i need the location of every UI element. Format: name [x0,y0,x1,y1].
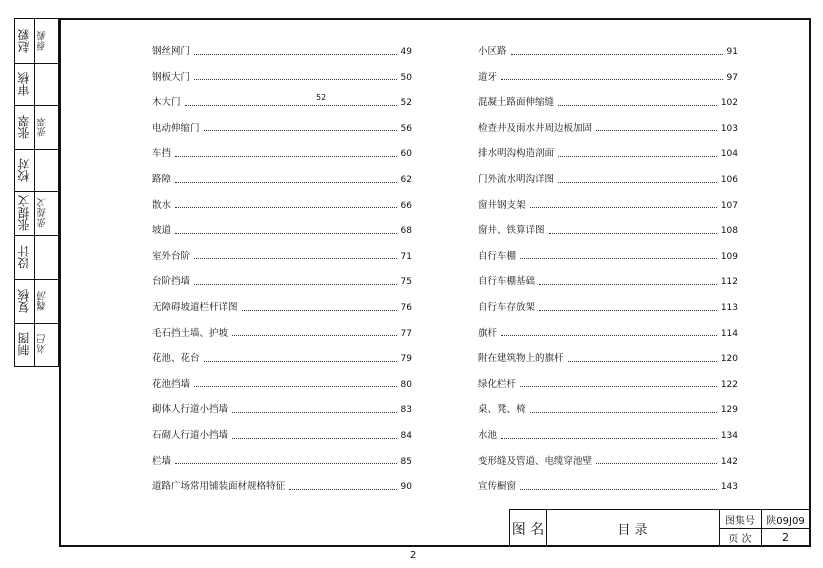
toc-leader-dots [194,284,397,285]
toc-entry [478,172,738,188]
toc-entry-title: 石砌人行道小挡墙 [152,430,229,441]
toc-entry [478,249,738,265]
toc-entry-title: 无障碍坡道栏杆详图 [152,302,238,313]
toc-entry-page: 109 [720,251,738,262]
toc-entry-title: 检查井及雨水井周边板加固 [478,122,593,134]
toc-entry-page: 129 [720,405,738,416]
toc-entry-title: 道牙 [478,71,498,83]
toc-entry [152,121,412,137]
toc-leader-dots [289,489,397,490]
toc-entry-title: 室外台阶 [152,250,191,262]
toc-entry-title: 车挡 [152,148,172,160]
toc-leader-dots [194,79,397,80]
toc-leader-dots [232,438,397,439]
toc-entry-page: 83 [400,405,412,416]
tb-atlas-label: 图集号 [725,515,755,527]
toc-entry [152,95,412,111]
toc-entry-page: 104 [720,149,738,160]
toc-entry-page: 90 [400,482,412,493]
toc-leader-dots [185,105,397,106]
toc-entry-page: 84 [400,431,412,441]
toc-entry-title: 附在建筑物上的旗杆 [478,353,564,365]
toc-entry [478,428,738,444]
strip-role-label: 复核 [17,289,31,313]
toc-entry [152,146,412,162]
strip-row-line [15,279,58,280]
toc-entry-title: 路障 [152,174,172,185]
strip-signature: 魏清 [38,291,49,311]
toc-entry [478,121,738,137]
toc-entry-page: 114 [720,328,738,339]
tb-name-label: 图 名 [511,521,545,538]
toc-entry [478,300,738,316]
stray-mark: 52 [316,93,327,102]
toc-entry [152,300,412,316]
toc-entry-title: 钢板大门 [152,71,191,83]
toc-entry-title: 变形缝及管道、电缆穿池壁 [478,455,593,467]
strip-role-label: 校对 [17,158,31,182]
toc-entry [152,172,412,188]
toc-entry-title: 门外流水明沟详图 [478,174,555,185]
toc-leader-dots [558,156,717,157]
footer-page-number: 2 [410,550,417,561]
toc-leader-dots [530,412,717,413]
toc-entry [152,428,412,444]
strip-row-line [15,149,58,150]
strip-signature [36,238,54,276]
toc-entry [478,402,738,418]
toc-entry-page: 103 [720,123,738,134]
toc-entry [478,351,738,367]
toc-entry-title: 花池、花台 [152,353,200,365]
toc-leader-dots [530,207,717,208]
toc-entry-title: 宣传橱窗 [478,481,517,493]
toc-entry-page: 71 [400,251,412,262]
toc-entry-page: 80 [400,379,412,390]
toc-entry-page: 120 [720,354,738,365]
toc-leader-dots [242,310,397,311]
toc-entry-page: 142 [720,456,738,467]
tb-page-label: 页 次 [728,534,752,545]
strip-signature: 张翠 [38,117,49,137]
toc-entry [478,454,738,470]
toc-leader-dots [501,438,717,439]
toc-leader-dots [175,233,397,234]
toc-leader-dots [501,79,723,80]
toc-leader-dots [204,361,397,362]
toc-entry [478,377,738,393]
toc-leader-dots [175,156,397,157]
strip-role-label: 张翠 [17,115,31,139]
toc-entry-title: 桌、凳、椅 [478,404,526,416]
toc-entry-title: 水池 [478,430,498,441]
toc-entry-page: 97 [726,72,738,83]
toc-entry [478,223,738,239]
strip-row-line [15,323,58,324]
strip-role-label: 制图 [17,332,31,356]
toc-entry-title: 花池挡墙 [152,378,191,390]
strip-row-line [15,105,58,106]
toc-entry-title: 窗井钢支架 [478,199,526,211]
signoff-strip [14,18,59,367]
toc-entry-page: 75 [400,277,412,288]
strip-signature [36,66,54,102]
toc-entry-title: 栏墙 [152,455,172,467]
toc-leader-dots [511,54,723,55]
toc-entry-title: 绿化栏杆 [478,378,517,390]
strip-row-line [15,63,58,64]
strip-signature: 张提文 [38,198,49,228]
strip-signature: 刘巳 [38,334,49,354]
toc-leader-dots [175,207,397,208]
toc-entry-title: 毛石挡土墙、护坡 [152,327,229,339]
toc-entry-page: 91 [726,47,738,57]
toc-leader-dots [194,258,397,259]
strip-signature [36,152,54,188]
toc-entry [478,95,738,111]
toc-leader-dots [596,463,717,464]
toc-entry-page: 85 [400,456,412,467]
toc-leader-dots [568,361,717,362]
toc-leader-dots [194,386,397,387]
toc-entry [152,44,412,60]
strip-row-line [15,191,58,192]
strip-role-label: 张提文 [17,195,31,231]
toc-entry-page: 113 [720,303,738,313]
toc-entry-page: 79 [400,354,412,365]
toc-entry-title: 排水明沟构造剖面 [478,148,555,160]
title-block [509,509,809,546]
toc-entry-title: 坡道 [152,225,172,237]
toc-entry-title: 混凝土路面伸缩缝 [478,97,555,109]
toc-entry-title: 道路广场常用铺装面材规格特征 [152,481,286,493]
toc-entry [152,198,412,214]
toc-entry [152,249,412,265]
toc-entry-title: 钢丝网门 [152,46,191,57]
toc-entry-page: 62 [400,175,412,185]
toc-entry [478,326,738,342]
toc-entry [478,70,738,86]
toc-entry-page: 107 [720,200,738,211]
toc-entry-title: 自行车棚 [478,250,517,262]
toc-entry-page: 52 [400,98,412,109]
toc-leader-dots [501,335,717,336]
toc-entry-page: 66 [400,200,412,211]
toc-entry-page: 56 [400,123,412,134]
strip-role-label: 设计 [17,245,31,269]
toc-leader-dots [520,386,717,387]
toc-leader-dots [194,54,397,55]
toc-entry-page: 112 [720,277,738,288]
toc-leader-dots [558,182,717,183]
toc-entry-title: 小区路 [478,46,507,57]
toc-entry [152,274,412,290]
strip-divider [34,19,35,366]
toc-entry [152,479,412,495]
toc-entry-title: 自行车棚基础 [478,276,536,288]
toc-entry [478,44,738,60]
toc-entry-title: 电动伸缩门 [152,122,200,134]
strip-signature: 蔡毅 [38,31,49,51]
toc-leader-dots [520,489,717,490]
toc-entry [152,402,412,418]
toc-leader-dots [520,258,717,259]
toc-entry-page: 106 [720,175,738,185]
toc-leader-dots [558,105,717,106]
toc-leader-dots [232,335,397,336]
toc-entry-page: 60 [400,149,412,160]
toc-entry-page: 49 [400,47,412,57]
toc-entry [152,70,412,86]
toc-entry [478,146,738,162]
strip-row-line [15,235,58,236]
toc-entry-title: 自行车存放架 [478,302,536,313]
toc-leader-dots [596,130,717,131]
toc-entry-page: 77 [400,328,412,339]
toc-entry-title: 旗杆 [478,327,498,339]
toc-entry-title: 窗井、铁算详图 [478,225,545,237]
toc-entry-page: 143 [720,482,738,493]
toc-entry-page: 68 [400,226,412,237]
toc-leader-dots [204,130,397,131]
toc-leader-dots [232,412,397,413]
toc-entry [478,198,738,214]
toc-entry [478,274,738,290]
toc-leader-dots [175,182,397,183]
toc-leader-dots [539,284,717,285]
tb-atlas-value: 陕09J09 [766,515,805,527]
toc-entry [152,377,412,393]
toc-entry-page: 76 [400,303,412,313]
toc-entry [478,479,738,495]
toc-leader-dots [539,310,717,311]
toc-leader-dots [175,463,397,464]
toc-entry-title: 散水 [152,199,172,211]
toc-entry [152,351,412,367]
toc-entry-page: 134 [720,431,738,441]
toc-entry-title: 木大门 [152,97,181,109]
toc-entry-title: 台阶挡墙 [152,276,191,288]
toc-entry-page: 102 [720,98,738,109]
toc-leader-dots [549,233,717,234]
tb-page-value: 2 [782,531,789,544]
toc-entry-title: 砌体人行道小挡墙 [152,404,229,416]
strip-role-label: 赵毅 [17,29,31,53]
toc-entry [152,326,412,342]
toc-entry-page: 108 [720,226,738,237]
toc-entry-page: 122 [720,379,738,390]
strip-role-label: 审核 [17,72,31,96]
toc-entry [152,454,412,470]
tb-drawing-name: 目 录 [617,523,648,538]
toc-entry-page: 50 [400,72,412,83]
toc-entry [152,223,412,239]
